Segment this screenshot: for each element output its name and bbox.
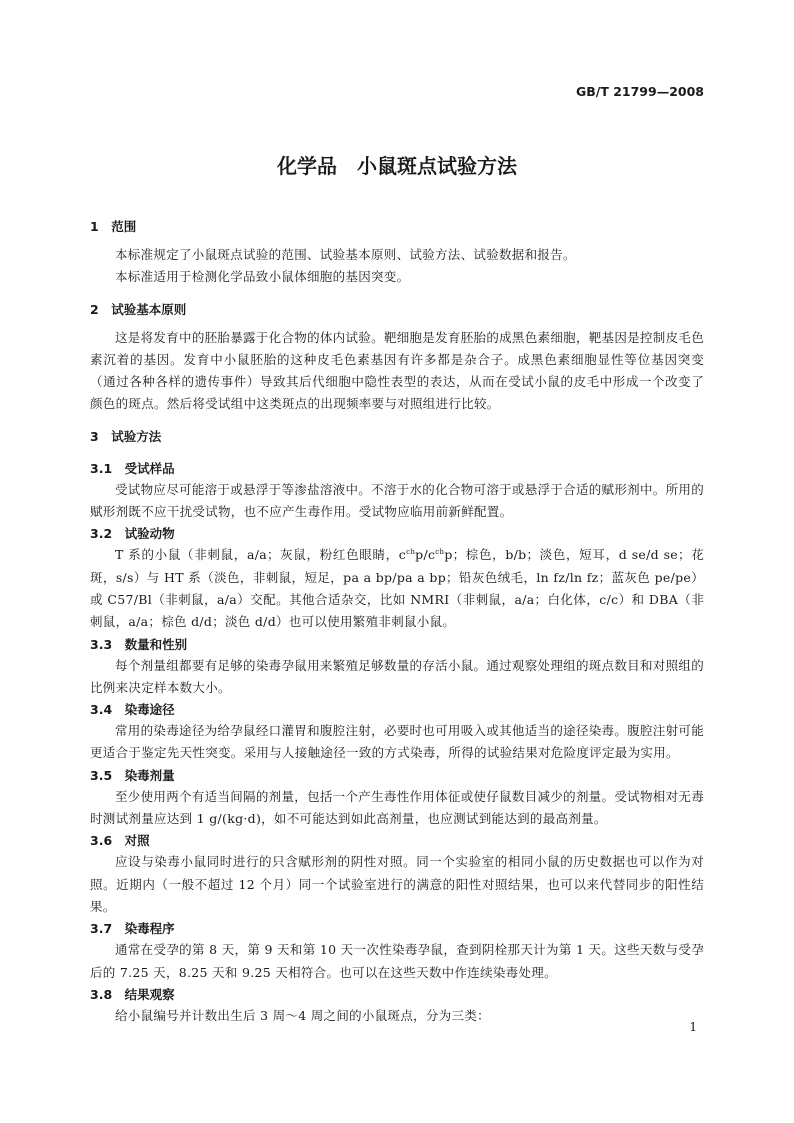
principle-paragraph: 这是将发育中的胚胎暴露于化合物的体内试验。靶细胞是发育胚胎的成黑色素细胞，靶基因是控制皮毛色素沉着的基因。发育中小鼠胚胎的这种皮毛色素基因有许多都是杂合子。成黑色素细胞显性等位基因突变（通过各种各样的遗传事件）导致其后代细胞中隐性表型的表达，从而在受试小鼠的皮毛中形成一个改变了颜色的斑点。然后将受试组中这类斑点的出现频率要与对照组进行比较。 — [90, 329, 704, 412]
scope-paragraph-1: 本标准规定了小鼠斑点试验的范围、试验基本原则、试验方法、试验数据和报告。 — [115, 247, 576, 262]
subsection-heading-procedure: 3.7 染毒程序 — [90, 921, 175, 937]
subsection-heading-observation: 3.8 结果观察 — [90, 986, 175, 1002]
procedure-paragraph: 通常在受孕的第 8 天，第 9 天和第 10 天一次性染毒孕鼠，查到阴栓那天计为第 1 天。这些天数与受孕后的 7.25 天，8.25 天和 9.25 天相符合。也可以在这些天数中作连续染毒处理。 — [90, 942, 704, 980]
number-sex-paragraph: 每个剂量组都要有足够的染毒孕鼠用来繁殖足够数量的存活小鼠。通过观察处理组的斑点数目和对照组的比例来决定样本数大小。 — [90, 657, 704, 695]
subsection-heading-test-sample: 3.1 受试样品 — [90, 460, 175, 476]
subsection-heading-dose: 3.5 染毒剂量 — [90, 767, 175, 783]
document-body — [90, 216, 704, 1027]
scope-paragraph-2: 本标准适用于检测化学品致小鼠体细胞的基因突变。 — [115, 269, 410, 285]
dose-paragraph: 至少使用两个有适当间隔的剂量，包括一个产生毒性作用体征或使仔鼠数目减少的剂量。受试物相对无毒时测试剂量应达到 1 g/(kg·d)，如不可能达到如此高剂量，也应测试到能达到的最高剂量。 — [90, 788, 704, 827]
section-heading-method: 3 试验方法 — [90, 428, 162, 444]
control-paragraph: 应设与染毒小鼠同时进行的只含赋形剂的阴性对照。同一个实验室的相同小鼠的历史数据也可以作为对照。近期内（一般不超过 12 个月）同一个试验室进行的满意的阳性对照结果，也可以来代替同步的阳性结果。 — [90, 854, 704, 914]
subsection-heading-number-sex: 3.3 数量和性别 — [90, 636, 188, 652]
section-heading-scope: 1 范围 — [90, 219, 137, 234]
document-title: 化学品 小鼠斑点试验方法 — [277, 154, 517, 178]
subsection-heading-exposure-route: 3.4 染毒途径 — [90, 702, 175, 718]
subsection-heading-control: 3.6 对照 — [90, 833, 150, 849]
observation-paragraph: 给小鼠编号并计数出生后 3 周～4 周之间的小鼠斑点，分为三类： — [115, 1007, 490, 1023]
section-heading-principle: 2 试验基本原则 — [90, 301, 187, 317]
test-animals-paragraph: T 系的小鼠（非刺鼠，a/a；灰鼠，粉红色眼睛，$c^{ch}p/c^{ch}p$；棕色，b/b；淡色，短耳，d se/d se；花斑，s/s）与 HT 系（淡色，非刺鼠，短足，pa a bp/pa a bp；铅灰色绒毛，ln fz/ln fz；蓝灰色 pe/pe）或 C57/Bl（非刺鼠，a/a）交配。其他合适杂交，比如 NMRI（非刺鼠，a/a；白化体，c/c）和 DBA（非刺鼠，a/a；棕色 d/d；淡色 d/d）也可以使用繁殖非刺鼠小鼠。 — [90, 547, 704, 630]
test-sample-paragraph: 受试物应尽可能溶于或悬浮于等渗盐溶液中。不溶于水的化合物可溶于或悬浮于合适的赋形剂中。所用的赋形剂既不应干扰受试物，也不应产生毒作用。受试物应临用前新鲜配置。 — [90, 481, 704, 520]
exposure-route-paragraph: 常用的染毒途径为给孕鼠经口灌胃和腹腔注射，必要时也可用吸入或其他适当的途径染毒。腹腔注射可能更适合于鉴定先天性突变。采用与人接触途径一致的方式染毒，所得的试验结果对危险度评定最为实用。 — [90, 723, 704, 761]
subsection-heading-test-animals: 3.2 试验动物 — [90, 526, 175, 542]
standard-code: GB/T 21799—2008 — [575, 84, 704, 99]
page-number: 1 — [689, 1020, 697, 1034]
